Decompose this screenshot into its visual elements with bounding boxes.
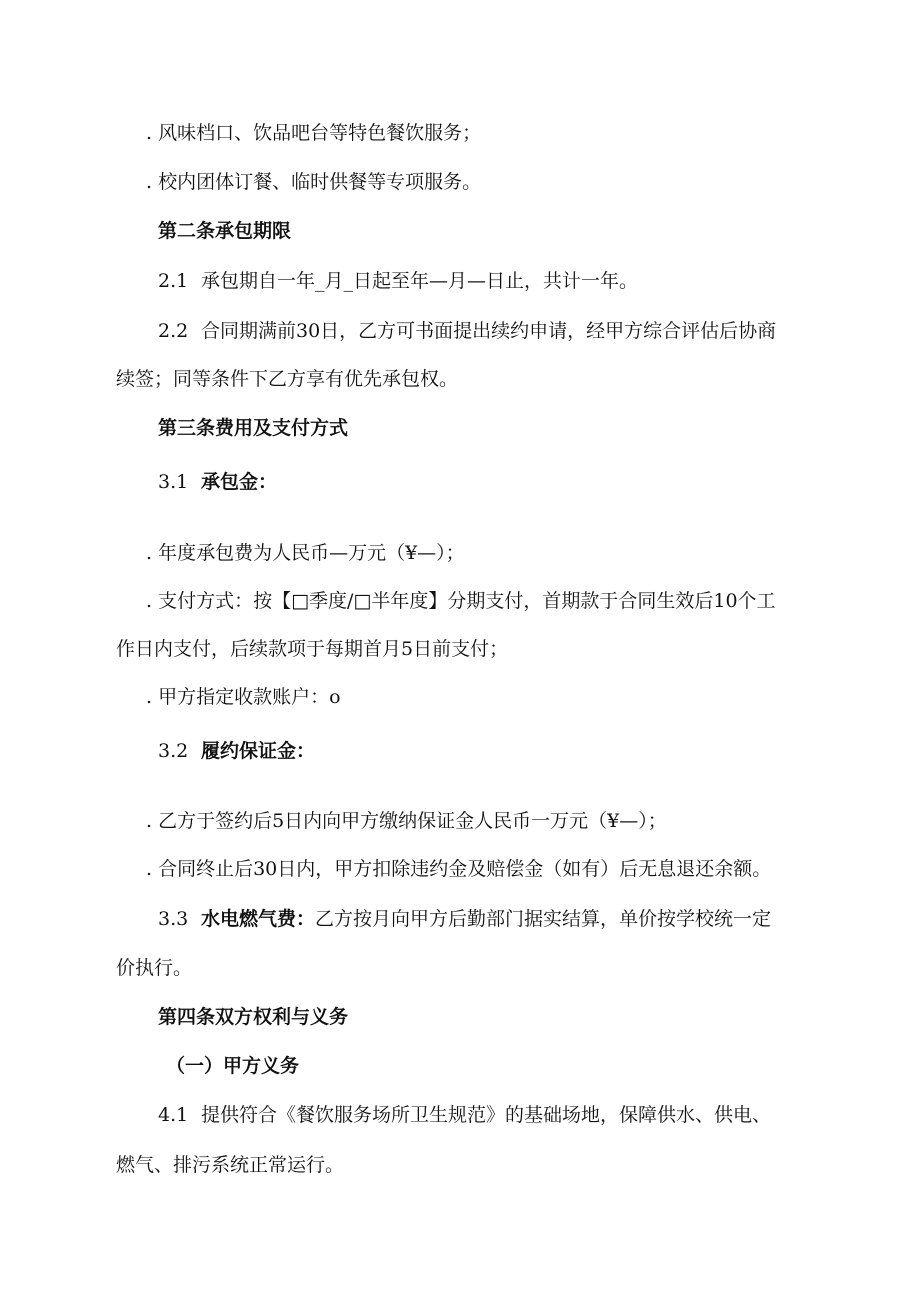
service-item-flavor-stalls: . 风味档口、饮品吧台等特色餐饮服务； [146,122,482,144]
clause-2-1: 2.1 承包期自一年_月_日起至年—月—日止，共计一年。 [158,270,639,292]
clause-4-1-continued: 燃气、排污系统正常运行。 [116,1154,345,1176]
article-2-heading: 第二条承包期限 [158,220,292,242]
clause-number: 2.2 [158,320,189,342]
service-item-group-catering: . 校内团体订餐、临时供餐等专项服务。 [146,171,482,193]
clause-2-2: 2.2 合同期满前30日，乙方可书面提出续约申请，经甲方综合评估后协商 [158,320,777,342]
clause-2-2-continued: 续签；同等条件下乙方享有优先承包权。 [116,368,459,390]
payment-method-item: . 支付方式：按【□季度/□半年度】分期支付，首期款于合同生效后10个工 [146,590,776,612]
clause-number: 4.1 [158,1104,189,1126]
article-3-heading: 第三条费用及支付方式 [158,417,349,439]
clause-3-3-continued: 价执行。 [116,957,193,979]
annual-fee-item: . 年度承包费为人民币—万元（¥—）； [146,542,465,564]
clause-3-3: 3.3 水电燃气费：乙方按月向甲方后勤部门据实结算，单价按学校统一定 [158,908,772,930]
payment-method-continued: 作日内支付，后续款项于每期首月5日前支付； [116,638,509,660]
clause-number: 2.1 [158,270,189,292]
clause-number: 3.3 [158,908,189,930]
clause-3-1: 3.1 承包金： [158,471,278,493]
clause-3-2: 3.2 履约保证金： [158,740,316,762]
clause-number: 3.2 [158,740,189,762]
clause-4-1: 4.1 提供符合《餐饮服务场所卫生规范》的基础场地，保障供水、供电、 [158,1104,772,1126]
clause-number: 3.1 [158,471,189,493]
deposit-refund-item: . 合同终止后30日内，甲方扣除违约金及赔偿金（如有）后无息退还余额。 [146,858,772,880]
article-4-heading: 第四条双方权利与义务 [158,1006,349,1028]
deposit-payment-item: . 乙方于签约后5日内向甲方缴纳保证金人民币一万元（¥—）； [146,810,667,832]
party-a-obligations-heading: （一）甲方义务 [166,1055,300,1077]
receiving-account-item: . 甲方指定收款账户：o [146,686,341,708]
